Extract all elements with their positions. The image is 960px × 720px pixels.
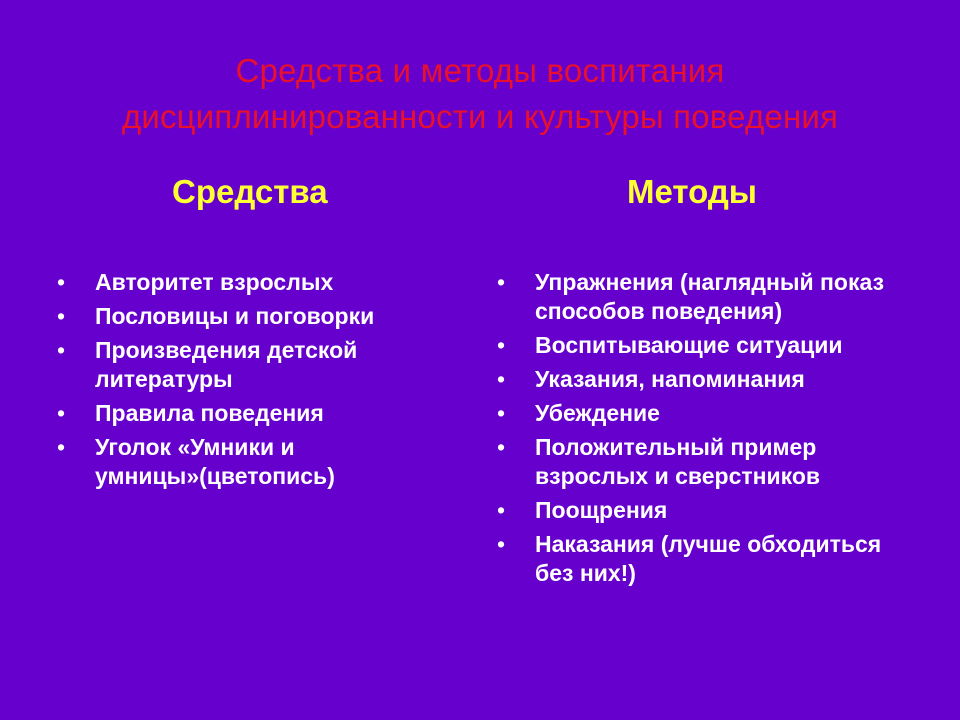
list-item: [497, 530, 917, 588]
right-column-list: [497, 268, 917, 593]
list-item-text: Указания, напоминания: [535, 366, 805, 392]
bullet-icon: •: [497, 269, 506, 295]
list-item-text: Воспитывающие ситуации: [535, 332, 843, 358]
list-item: [497, 365, 917, 394]
list-item-text: Правила поведения: [95, 400, 324, 426]
list-item: [497, 268, 917, 326]
slide-title: [0, 48, 960, 140]
right-column-heading: Методы: [627, 173, 757, 210]
list-item-text: Уголок «Умники и умницы»(цветопись): [95, 434, 335, 489]
list-item: [57, 433, 447, 491]
slide-title-line-2: дисциплинированности и культуры поведения: [121, 98, 839, 135]
list-item-text: Произведения детской литературы: [95, 337, 358, 392]
list-item-text: Авторитет взрослых: [95, 269, 334, 295]
bullet-icon: •: [497, 332, 506, 358]
list-item: [497, 331, 917, 360]
bullet-icon: •: [57, 400, 66, 426]
left-column-heading: Средства: [172, 173, 328, 210]
bullet-icon: •: [497, 400, 506, 426]
slide-title-line-1: Средства и методы воспитания: [235, 52, 725, 89]
bullet-icon: •: [497, 497, 506, 523]
list-item-text: Убеждение: [535, 400, 660, 426]
list-item: [497, 399, 917, 428]
bullet-icon: •: [497, 531, 506, 557]
bullet-icon: •: [57, 337, 66, 363]
list-item-text: Положительный пример взрослых и сверстников: [535, 434, 821, 489]
list-item: [497, 433, 917, 491]
list-item: [497, 496, 917, 525]
bullet-icon: •: [497, 434, 506, 460]
list-item-text: Упражнения (наглядный показ способов поведения): [535, 269, 884, 324]
list-item-text: Поощрения: [535, 497, 668, 523]
list-item-text: Пословицы и поговорки: [95, 303, 375, 329]
left-column-list: [57, 268, 447, 496]
list-item-text: Наказания (лучше обходиться без них!): [535, 531, 882, 586]
bullet-icon: •: [57, 269, 66, 295]
bullet-icon: •: [57, 303, 66, 329]
list-item: [57, 399, 447, 428]
list-item: [57, 302, 447, 331]
bullet-icon: •: [497, 366, 506, 392]
bullet-icon: •: [57, 434, 66, 460]
list-item: [57, 268, 447, 297]
list-item: [57, 336, 447, 394]
